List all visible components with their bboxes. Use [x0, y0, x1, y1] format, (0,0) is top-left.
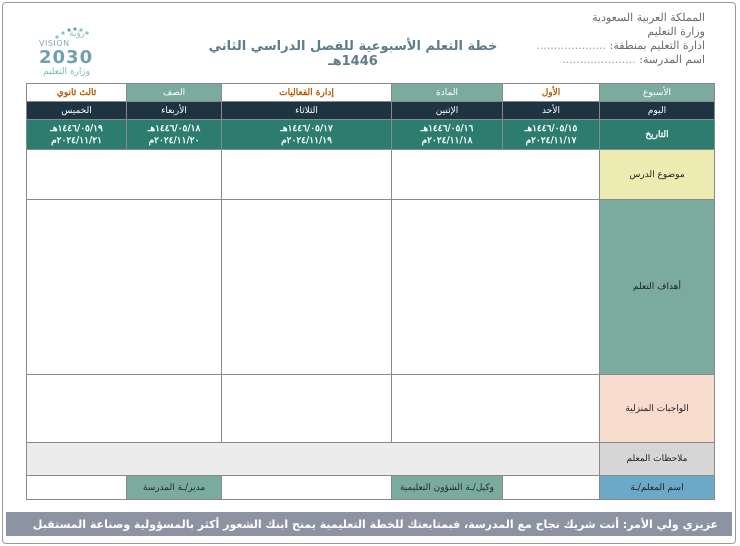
logo-vision-ar: رؤية — [69, 29, 86, 39]
school-line — [515, 53, 705, 67]
region-label: ادارة التعليم بمنطقة: — [609, 39, 705, 52]
page-title: خطة التعلم الأسبوعية للفصل الدراسي الثاني 1446هـ — [208, 39, 498, 69]
goals-thu-wed-input[interactable] — [26, 199, 222, 375]
date-tue-hijri: ١٤٤٦/٠٥/١٧هـ — [280, 123, 333, 134]
region-dots: .................... — [536, 39, 607, 52]
topic-thu-wed-input[interactable] — [26, 149, 222, 200]
week-value-cell: الأول — [502, 83, 600, 102]
date-mon-hijri: ١٤٤٦/٠٥/١٦هـ — [420, 123, 474, 134]
date-wed-greg: ٢٠٢٤/١١/٢٠م — [148, 135, 200, 146]
date-tue-greg: ٢٠٢٤/١١/١٩م — [281, 135, 332, 146]
logo-ministry: وزارة التعليم — [43, 67, 91, 77]
ministry-text: وزارة التعليم — [647, 25, 705, 38]
date-label-cell: التاريخ — [599, 119, 715, 150]
day-thu-cell: الخميس — [26, 101, 127, 120]
principal-name-input[interactable] — [26, 475, 127, 500]
activity-cell: إدارة الفعاليات — [221, 83, 392, 102]
day-tue-cell: الثلاثاء — [221, 101, 392, 120]
school-label: اسم المدرسة: — [639, 53, 705, 66]
plan-grid-overlay — [26, 83, 715, 500]
topic-mon-sun-input[interactable] — [391, 149, 600, 200]
topic-label-cell: موضوع الدرس — [599, 149, 715, 200]
date-mon-cell — [391, 119, 503, 150]
principal-label-cell: مدير/ـة المدرسة — [126, 475, 222, 500]
kingdom-text: المملكة العربية السعودية — [592, 11, 705, 24]
homework-tue-input[interactable] — [221, 374, 392, 443]
subject-label-cell: المادة — [391, 83, 503, 102]
teacher-name-input[interactable] — [502, 475, 600, 500]
goals-label-cell: أهداف التعلم — [599, 199, 715, 375]
deputy-name-input[interactable] — [221, 475, 392, 500]
day-label-cell: اليوم — [599, 101, 715, 120]
day-mon-cell: الإثنين — [391, 101, 503, 120]
teacher-label-cell: اسم المعلم/ـة — [599, 475, 715, 500]
date-wed-hijri: ١٤٤٦/٠٥/١٨هـ — [147, 123, 201, 134]
class-label-cell: الصف — [126, 83, 222, 102]
date-sun-cell — [502, 119, 600, 150]
homework-mon-sun-input[interactable] — [391, 374, 600, 443]
date-sun-greg: ٢٠٢٤/١١/١٧م — [525, 135, 577, 146]
notes-label-cell: ملاحظات المعلم — [599, 442, 715, 476]
parent-message-banner: عزيزي ولي الأمر: أنت شريك نجاح مع المدرسة، فبمتابعتك للخطة التعليمية يمنح ابنك الشعور أكثر بالمسؤولية وصناعة المستقبل — [6, 512, 732, 536]
logo-year: 2030 — [39, 47, 94, 68]
topic-tue-input[interactable] — [221, 149, 392, 200]
deputy-label-cell: وكيل/ـة الشؤون التعليمية — [391, 475, 503, 500]
goals-tue-input[interactable] — [221, 199, 392, 375]
logo-vision: VISION — [39, 39, 70, 48]
notes-input[interactable] — [26, 442, 600, 476]
date-sun-hijri: ١٤٤٦/٠٥/١٥هـ — [524, 123, 578, 134]
day-sun-cell: الأحد — [502, 101, 600, 120]
date-thu-hijri: ١٤٤٦/٠٥/١٩هـ — [50, 123, 103, 134]
date-tue-cell — [221, 119, 392, 150]
homework-label-cell: الواجبات المنزلية — [599, 374, 715, 443]
school-dots: ..................... — [562, 53, 636, 66]
date-thu-greg: ٢٠٢٤/١١/٢١م — [51, 135, 102, 146]
goals-mon-sun-input[interactable] — [391, 199, 600, 375]
date-wed-cell — [126, 119, 222, 150]
vision-2030-logo — [39, 21, 119, 77]
region-line — [515, 39, 705, 53]
date-thu-cell — [26, 119, 127, 150]
day-wed-cell: الأربعاء — [126, 101, 222, 120]
date-mon-greg: ٢٠٢٤/١١/١٨م — [421, 135, 473, 146]
homework-thu-wed-input[interactable] — [26, 374, 222, 443]
class-value-cell: ثالث ثانوي — [26, 83, 127, 102]
header-info — [515, 11, 705, 67]
week-label-cell: الأسبوع — [599, 83, 715, 102]
